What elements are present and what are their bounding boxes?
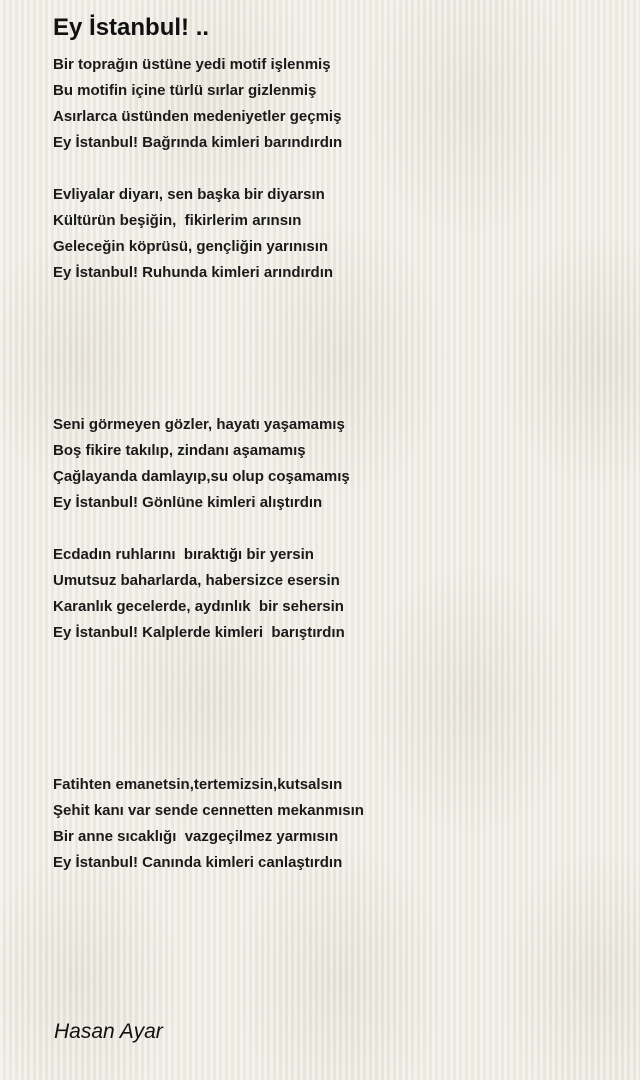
- poem-line: Çağlayanda damlayıp,su olup coşamamış: [53, 468, 350, 485]
- poem-line: Fatihten emanetsin,tertemizsin,kutsalsın: [53, 776, 343, 793]
- poem-line: Ey İstanbul! Bağrında kimleri barındırdın: [53, 134, 343, 151]
- poem-line: Boş fikire takılıp, zindanı aşamamış: [53, 442, 306, 459]
- poem-line: Umutsuz baharlarda, habersizce esersin: [53, 572, 340, 589]
- poem-stanza-4: [53, 542, 345, 646]
- poem-line: Bir toprağın üstüne yedi motif işlenmiş: [53, 56, 331, 73]
- poem-line: Şehit kanı var sende cennetten mekanmısın: [53, 802, 364, 819]
- poem-stanza-2: [53, 182, 333, 286]
- poem-line: Ecdadın ruhlarını bıraktığı bir yersin: [53, 546, 314, 563]
- poem-line: Ey İstanbul! Kalplerde kimleri barıştırdın: [53, 624, 345, 641]
- poem-line: Geleceğin köprüsü, gençliğin yarınısın: [53, 238, 329, 255]
- poem-author: Hasan Ayar: [54, 1020, 163, 1043]
- poem-stanza-3: [53, 412, 350, 516]
- poem-line: Kültürün beşiğin, fikirlerim arınsın: [53, 212, 302, 229]
- poem-line: Karanlık gecelerde, aydınlık bir sehersin: [53, 598, 344, 615]
- poem-line: Seni görmeyen gözler, hayatı yaşamamış: [53, 416, 345, 433]
- poem-line: Bir anne sıcaklığı vazgeçilmez yarmısın: [53, 828, 339, 845]
- poem-line: Bu motifin içine türlü sırlar gizlenmiş: [53, 82, 317, 99]
- poem-line: Ey İstanbul! Ruhunda kimleri arındırdın: [53, 264, 334, 281]
- poem-line: Ey İstanbul! Canında kimleri canlaştırdın: [53, 854, 343, 871]
- poem-line: Ey İstanbul! Gönlüne kimleri alıştırdın: [53, 494, 323, 511]
- poem-stanza-1: [53, 52, 342, 156]
- poem-line: Evliyalar diyarı, sen başka bir diyarsın: [53, 186, 325, 203]
- poem-title: Ey İstanbul! ..: [53, 14, 210, 41]
- poem-stanza-5: [53, 772, 364, 876]
- poem-line: Asırlarca üstünden medeniyetler geçmiş: [53, 108, 342, 125]
